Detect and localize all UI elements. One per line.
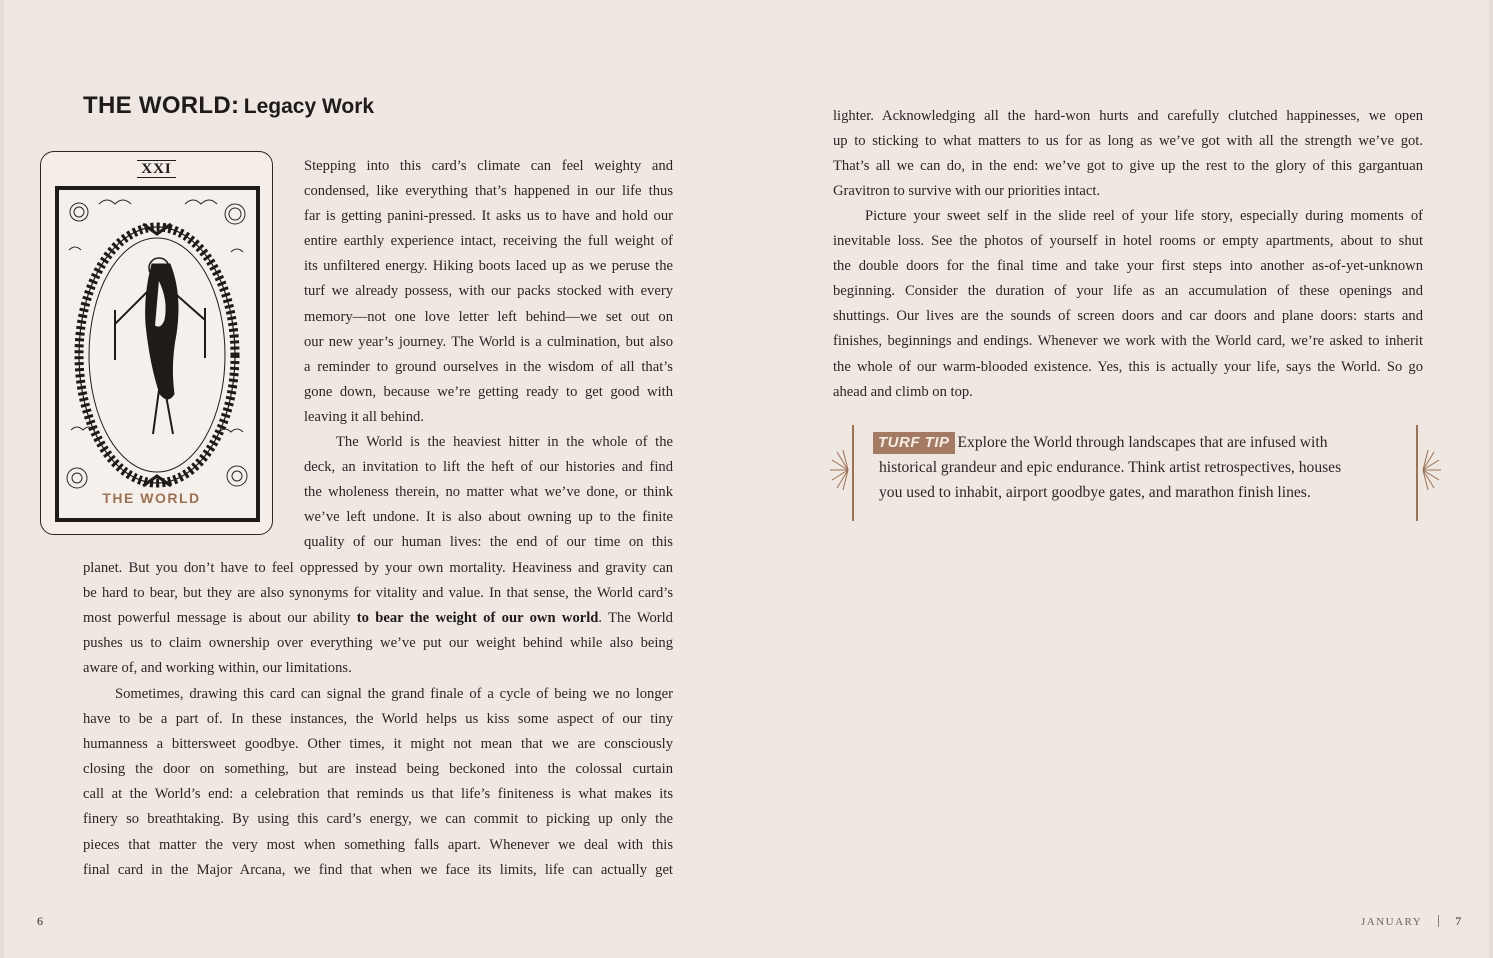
text-line: quality of our human lives: the end of our time on this (304, 534, 673, 551)
tip-line: you used to inhabit, airport goodbye gates, and marathon finish lines. (879, 484, 1311, 502)
text-line: the whole of our warm-blooded existence. Yes, this is actually your life, says the World. So go (833, 358, 1423, 375)
right-paragraph-2 (833, 204, 1423, 405)
text-line: finishes, beginnings and endings. Whenever we work with the World card, we’re asked to inherit (833, 333, 1423, 350)
text-line: the double doors for the final time and take your first steps into another as-of-yet-unknown (833, 258, 1423, 275)
text-line: our new year’s journey. The World is a culmination, but also (304, 333, 673, 350)
text-line: aware of, and working within, our limitations. (83, 660, 352, 677)
text-line: pushes us to claim ownership over everything we’ve put our weight behind while also being (83, 635, 673, 652)
text-line: condensed, like everything that’s happened in our life thus (304, 183, 673, 200)
title-main: THE WORLD: (83, 92, 240, 119)
text-line: ahead and climb on top. (833, 383, 973, 400)
text-line: pieces that matter the very most when something falls apart. Whenever we deal with this (83, 836, 673, 853)
text-line: have to be a part of. In these instances, the World helps us kiss some aspect of our tiny (83, 711, 673, 728)
text-line: The World is the heaviest hitter in the whole of the (336, 434, 673, 450)
text-line: Sometimes, drawing this card can signal the grand finale of a cycle of being we no longer (115, 686, 673, 702)
text-line: a reminder to ground ourselves in the wisdom of all that’s (304, 358, 673, 375)
turf-tip-callout (873, 430, 1403, 505)
text-line: far is getting panini-pressed. It asks us to have and hold our (304, 208, 673, 225)
text-line: its unfiltered energy. Hiking boots laced up as we peruse the (304, 258, 673, 275)
text-line: finery so breathtaking. By using this card’s energy, we can commit to picking up only the (83, 811, 673, 828)
card-numeral: XXI (41, 160, 272, 178)
tip-line: TURF TIP Explore the World through landscapes that are infused with (873, 430, 1403, 455)
text-line: planet. But you don’t have to feel oppressed by your own mortality. Heaviness and gravity can (83, 560, 673, 576)
page-number-right: 7 (1455, 914, 1462, 928)
text-line: beginning. Consider the duration of your life as an accumulation of these openings and (833, 283, 1423, 300)
tip-line: historical grandeur and epic endurance. Think artist retrospectives, houses (879, 459, 1342, 477)
starburst-right-icon (1421, 448, 1443, 492)
text-line: call at the World’s end: a celebration that reminds us that life’s finiteness is what makes its (83, 786, 673, 803)
text-line: inevitable loss. See the photos of yourself in hotel rooms or empty apartments, about to shut (833, 233, 1423, 250)
text-line: Stepping into this card’s climate can feel weighty and (304, 158, 673, 174)
page-title (83, 92, 374, 120)
text-line: That’s all we can do, in the end: we’ve got to give up the rest to the glory of this gargantuan (833, 158, 1423, 175)
page-edge-left (0, 0, 4, 958)
text-line: Gravitron to survive with our priorities intact. (833, 183, 1101, 200)
page-number-left: 6 (37, 914, 43, 928)
card-title: THE WORLD (102, 490, 201, 506)
page-edge-right (1489, 0, 1493, 958)
tip-border-left (852, 425, 854, 521)
text-line: gone down, because we’re getting ready to get good with (304, 383, 673, 400)
card-frame (55, 186, 260, 522)
tip-border-right (1416, 425, 1418, 521)
running-footer-right (1361, 914, 1461, 929)
text-line: Picture your sweet self in the slide reel of your life story, especially during moments of (865, 208, 1423, 224)
text-line-emphasis: most powerful message is about our ability to bear the weight of our own world. The World (83, 610, 673, 627)
text-line: entire earthly experience intact, receiving the full weight of (304, 233, 673, 250)
turf-tip-badge: TURF TIP (873, 432, 955, 454)
text-line: up to sticking to what matters to us for as long as we’ve got with all the strength we’ve got. (833, 133, 1423, 150)
text-line: lighter. Acknowledging all the hard-won hurts and carefully clutched happinesses, we open (833, 108, 1423, 124)
world-figure-icon (59, 190, 256, 518)
right-paragraph-1 (833, 104, 1423, 204)
footer-divider (1438, 915, 1439, 927)
text-line: deck, an invitation to lift the heft of our histories and find (304, 459, 673, 476)
tarot-card-illustration (40, 151, 273, 535)
text-line: turf we already possess, with our packs stocked with every (304, 283, 673, 300)
text-line: closing the door on something, but are instead being beckoned into the colossal curtain (83, 761, 673, 778)
text-line: the wholeness therein, no matter what we’ve done, or think (304, 484, 673, 501)
text-line: memory—not one love letter left behind—we set out on (304, 308, 673, 325)
title-subtitle: Legacy Work (243, 95, 375, 118)
left-paragraph-3 (83, 682, 673, 883)
starburst-left-icon (828, 448, 850, 492)
emphasis-text: to bear the weight of our own world (356, 610, 599, 627)
text-line: final card in the Major Arcana, we find that when we face its limits, life can actually get (83, 861, 673, 878)
section-name: JANUARY (1361, 916, 1423, 928)
text-line: shuttings. Our lives are the sounds of screen doors and car doors and plane doors: starts and (833, 308, 1423, 325)
text-line: humanness a bittersweet goodbye. Other times, it might not mean that we are consciously (83, 736, 673, 753)
left-paragraph-2-top (304, 430, 673, 555)
text-line: leaving it all behind. (304, 408, 424, 425)
text-line: be hard to bear, but they are also synonyms for vitality and value. In that sense, the World card’s (83, 585, 673, 602)
text-line: we’ve left undone. It is also about owning up to the finite (304, 509, 673, 526)
left-paragraph-1 (304, 154, 673, 430)
left-paragraph-2-bottom (83, 556, 673, 681)
